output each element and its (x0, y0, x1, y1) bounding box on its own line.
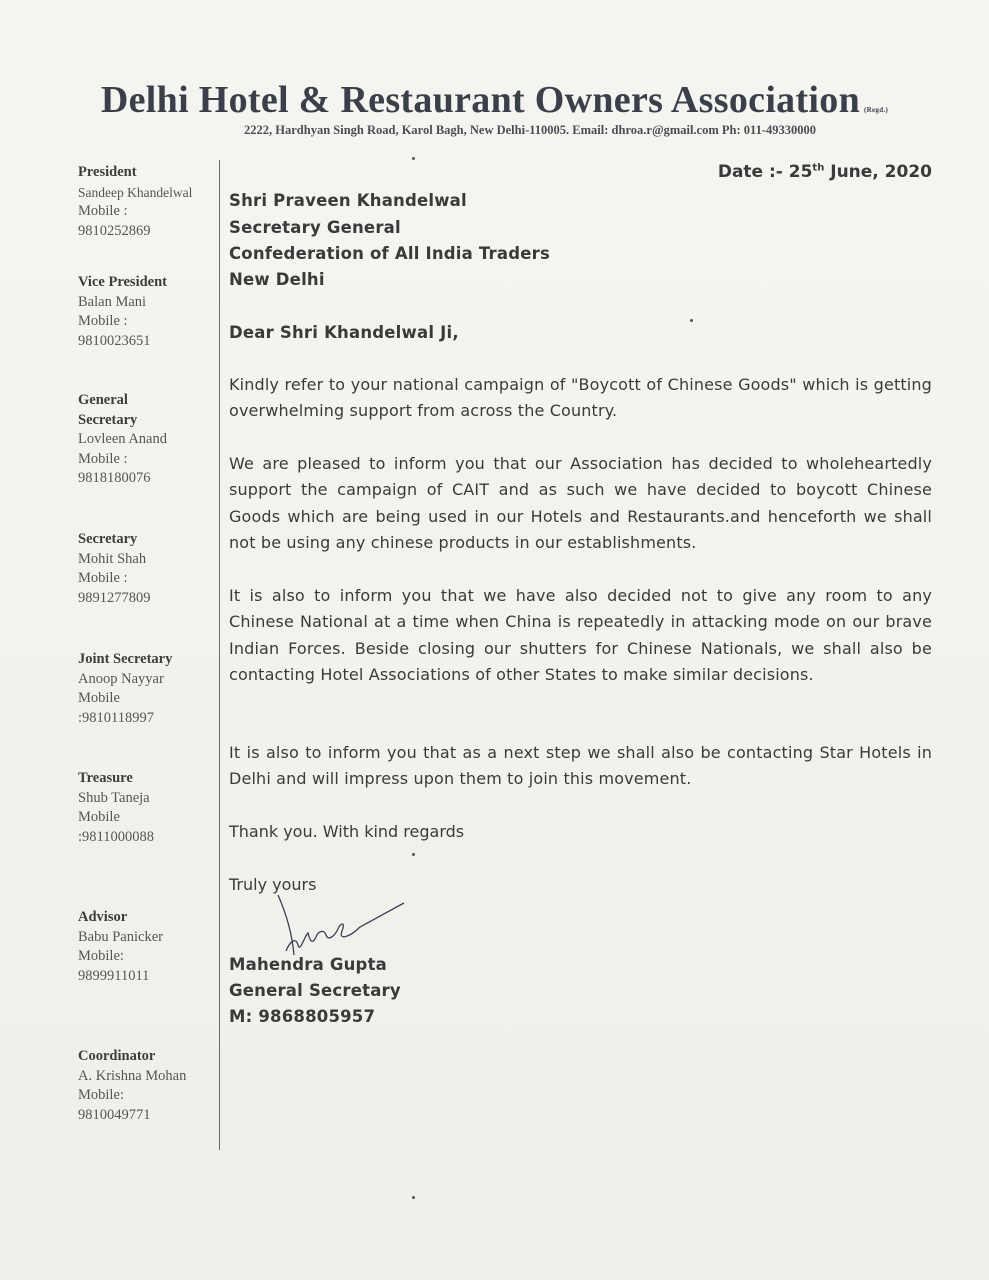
bearer-name: Babu Panicker (78, 928, 163, 945)
closing-line: Thank you. With kind regards (229, 822, 465, 841)
bearer-mobile-label: Mobile (78, 809, 120, 825)
bearer-name: Balan Mani (78, 293, 147, 310)
bearer-mobile: :9810118997 (78, 709, 154, 726)
bearer-name: Mohit Shah (78, 550, 147, 567)
bearer-mobile: 9899911011 (78, 967, 150, 984)
bearer-role: Joint Secretary (78, 651, 173, 667)
registered-mark: (Regd.) (864, 106, 889, 114)
bearer-mobile-label: Mobile : (78, 313, 128, 329)
scan-speck (412, 853, 415, 856)
salutation: Dear Shri Khandelwal Ji, (229, 323, 459, 342)
organization-title: Delhi Hotel & Restaurant Owners Association (Regd.) (100, 79, 889, 121)
bearer-mobile-label: Mobile: (78, 948, 124, 964)
bearer-mobile-label: Mobile : (78, 203, 128, 219)
bearer-name: Shub Taneja (78, 789, 150, 806)
office-bearer (78, 1047, 218, 1125)
bearer-role: Advisor (78, 909, 128, 925)
office-bearer (78, 769, 218, 847)
bearer-mobile-label: Mobile : (78, 450, 128, 467)
recipient-line: New Delhi (229, 270, 325, 289)
bearer-mobile: 9891277809 (78, 589, 151, 606)
letter-date: Date :- 25th June, 2020 (717, 162, 932, 182)
bearer-role: Secretary (78, 531, 138, 547)
bearer-mobile-label: Mobile (78, 690, 120, 706)
body-paragraph: It is also to inform you that as a next step we shall also be contacting Star Hotels in Delhi and will impress upon them to join this movement. (229, 743, 932, 789)
bearer-role: Coordinator (78, 1048, 156, 1064)
body-paragraph: Kindly refer to your national campaign of "Boycott of Chinese Goods" which is getting overwhelming support from across the Country. (229, 375, 932, 421)
bearer-mobile: 9810252869 (78, 222, 151, 239)
bearer-role: President (78, 164, 137, 180)
bearer-mobile: 9810049771 (78, 1106, 151, 1123)
recipient-line: Confederation of All India Traders (229, 244, 550, 263)
bearer-mobile-label: Mobile : (78, 570, 128, 586)
bearer-role: Treasure (78, 770, 133, 786)
office-bearer (78, 273, 218, 351)
bearer-mobile: 9818180076 (78, 470, 151, 486)
body-paragraph: We are pleased to inform you that our Association has decided to wholeheartedly support the campaign of CAIT and as such we have decided to boycott Chinese Goods which are being used in our Hotels and Restaurants.and henceforth we shall not be using any chinese products in our establishments. (229, 454, 932, 552)
bearer-mobile: 9810023651 (78, 332, 151, 349)
scan-speck (690, 319, 693, 322)
office-bearer (78, 530, 218, 608)
bearer-mobile-label: Mobile: (78, 1087, 124, 1103)
bearer-role: Vice President (78, 274, 167, 290)
recipient-line: Shri Praveen Khandelwal (229, 191, 467, 210)
signer-title: General Secretary (229, 981, 401, 1000)
signature-icon (276, 893, 406, 963)
office-bearer (78, 391, 218, 489)
bearer-name: Sandeep Khandelwal (78, 184, 193, 200)
bearer-name: A. Krishna Mohan (78, 1067, 187, 1084)
office-bearer (78, 650, 218, 728)
truly-yours: Truly yours (229, 875, 317, 894)
office-bearer (78, 163, 218, 241)
bearer-name: Lovleen Anand (78, 431, 167, 447)
scan-speck (412, 1196, 415, 1199)
bearer-role: Secretary (78, 411, 138, 428)
office-bearer (78, 908, 218, 986)
recipient-line: Secretary General (229, 218, 401, 237)
body-paragraph: It is also to inform you that we have also decided not to give any room to any Chinese National at a time when China is repeatedly in attacking mode on our brave Indian Forces. Beside closing our shutters for Chinese Nationals, we shall also be contacting Hotel Associations of other States to make similar decisions. (229, 586, 932, 684)
bearer-role: General (78, 392, 128, 408)
signer-mobile: M: 9868805957 (229, 1007, 376, 1026)
bearer-mobile: :9811000088 (78, 828, 154, 845)
bearer-name: Anoop Nayyar (78, 670, 164, 687)
sidebar-divider (219, 160, 220, 1150)
organization-address: 2222, Hardhyan Singh Road, Karol Bagh, New Delhi-110005. Email: dhroa.r@gmail.com Ph: 011-49330000 (244, 123, 816, 137)
signer-name: Mahendra Gupta (229, 955, 387, 974)
scan-speck (412, 157, 415, 160)
